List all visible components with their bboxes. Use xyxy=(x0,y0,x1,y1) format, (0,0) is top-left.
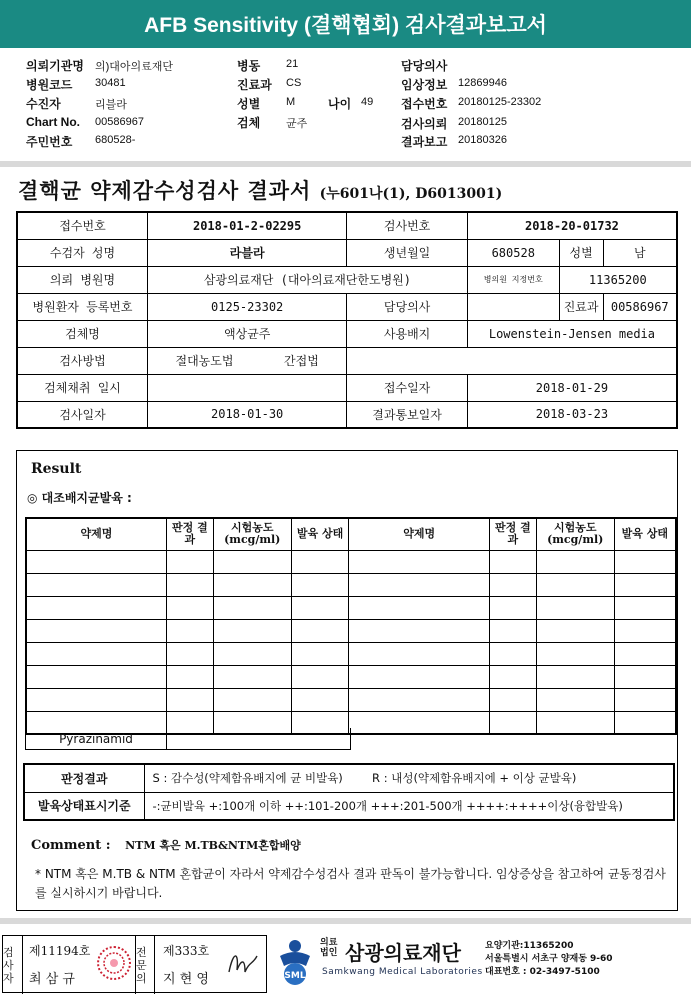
table-row xyxy=(26,596,676,619)
drug-table-header xyxy=(26,518,676,550)
drug-table xyxy=(25,517,677,735)
result-box xyxy=(16,450,678,911)
drug-cell xyxy=(26,665,166,688)
report-title: AFB Sensitivity (결핵협회) 검사결과보고서 xyxy=(144,14,547,37)
drug-cell xyxy=(291,642,349,665)
method-a: 절대농도법 xyxy=(175,354,234,368)
drug-cell xyxy=(536,688,614,711)
patient-info-panel xyxy=(0,50,691,162)
cell-label: 병원환자 등록번호 xyxy=(17,293,148,320)
label-age: 나이 xyxy=(328,97,352,111)
cell-label: 성별 xyxy=(559,239,603,266)
cell-sex: 남 xyxy=(603,239,677,266)
drug-cell xyxy=(213,619,291,642)
cell-label: 검사일자 xyxy=(17,401,148,428)
cell-label: 결과통보일자 xyxy=(347,401,468,428)
col-conc: 시험농도 (mcg/ml) xyxy=(213,518,291,550)
drug-cell xyxy=(291,550,349,573)
method-b: 간접법 xyxy=(284,354,319,368)
sml-logo-icon xyxy=(272,936,318,992)
logo-graphic xyxy=(272,936,318,988)
drug-cell xyxy=(349,688,489,711)
control-growth-label: ◎ 대조배지균발육 : xyxy=(27,491,132,505)
drug-cell xyxy=(166,688,213,711)
org-name: 삼광의료재단 xyxy=(345,941,461,965)
drug-cell xyxy=(166,619,213,642)
drug-cell xyxy=(489,550,536,573)
drug-cell xyxy=(291,619,349,642)
specimen-info-table xyxy=(16,211,678,429)
drug-cell xyxy=(213,573,291,596)
tester-no: 제11194호 xyxy=(29,944,91,958)
drug-cell xyxy=(614,573,676,596)
cell-label: 검체명 xyxy=(17,320,148,347)
comment-sub: NTM 혹은 M.TB&NTM혼합배양 xyxy=(125,839,301,852)
drug-cell xyxy=(536,596,614,619)
tester-seal-icon xyxy=(97,946,131,980)
drug-cell xyxy=(489,619,536,642)
drug-cell xyxy=(614,688,676,711)
value-collector: 리블라 xyxy=(95,99,127,111)
drug-cell xyxy=(536,619,614,642)
col-growth: 발육 상태 xyxy=(614,518,676,550)
drug-cell xyxy=(536,711,614,734)
legend-judge-r: R : 내성(약제함유배지에 + 이상 균발육) xyxy=(372,771,577,786)
cell-hosp: 삼광의료재단 (대아의료재단한도병원) xyxy=(148,266,468,293)
legend-growth-text: -:균비발육 +:100개 이하 ++:101-200개 +++:201-500개 ++++:++++이상(융합발육) xyxy=(144,792,674,820)
label-sex: 성별 xyxy=(237,97,261,111)
result-title: Result xyxy=(31,461,82,477)
doc-title-sub: (누601나(1), D6013001) xyxy=(319,186,503,202)
table-row xyxy=(17,320,677,347)
drug-cell xyxy=(536,573,614,596)
cell-label: 검체채취 일시 xyxy=(17,374,148,401)
table-row xyxy=(26,550,676,573)
drug-cell xyxy=(536,665,614,688)
table-row xyxy=(17,293,677,320)
col-conc: 시험농도 (mcg/ml) xyxy=(536,518,614,550)
drug-cell xyxy=(489,665,536,688)
label-rrn: 주민번호 xyxy=(26,135,73,149)
org-address: 서울특별시 서초구 양재동 9-60 xyxy=(485,954,613,964)
drug-cell xyxy=(349,665,489,688)
footer xyxy=(0,934,691,996)
drug-cell xyxy=(614,550,676,573)
drug-cell xyxy=(349,550,489,573)
tester-name: 최 삼 규 xyxy=(29,972,75,987)
cell-test-no: 2018-20-01732 xyxy=(467,212,677,239)
pyrazinamide-label: Pyrazinamid xyxy=(26,728,167,749)
table-row xyxy=(17,266,677,293)
value-report: 20180326 xyxy=(458,134,507,146)
drug-cell xyxy=(166,642,213,665)
cell-test-date: 2018-01-30 xyxy=(148,401,347,428)
label-doctor: 담당의사 xyxy=(401,59,448,73)
org-type: 의료법인 xyxy=(320,938,338,958)
drug-cell xyxy=(166,665,213,688)
value-specimen: 균주 xyxy=(286,118,308,130)
legend-growth-label: 발육상태표시기준 xyxy=(24,792,144,820)
cell-notify-date: 2018-03-23 xyxy=(467,401,677,428)
drug-cell xyxy=(536,550,614,573)
drug-cell xyxy=(349,711,489,734)
drug-cell xyxy=(489,688,536,711)
drug-cell xyxy=(213,665,291,688)
label-specimen: 검체 xyxy=(237,116,261,130)
drug-cell xyxy=(349,573,489,596)
label-report: 결과보고 xyxy=(401,135,448,149)
drug-cell xyxy=(26,619,166,642)
cell-patient-reg: 0125-23302 xyxy=(148,293,347,320)
reviewer-no: 제333호 xyxy=(163,944,210,958)
col-growth: 발육 상태 xyxy=(291,518,349,550)
drug-cell xyxy=(26,550,166,573)
drug-cell xyxy=(26,573,166,596)
drug-cell xyxy=(291,573,349,596)
cell-label: 병의원 지정번호 xyxy=(467,266,559,293)
cell-dept: 00586967 xyxy=(603,293,677,320)
table-row xyxy=(17,212,677,239)
signature-box xyxy=(2,935,267,993)
drug-cell xyxy=(489,642,536,665)
drug-cell xyxy=(349,642,489,665)
table-row xyxy=(17,401,677,428)
drug-cell xyxy=(489,573,536,596)
drug-cell xyxy=(213,596,291,619)
separator-bottom xyxy=(0,918,691,924)
cell-medium: Lowenstein-Jensen media xyxy=(467,320,677,347)
table-row xyxy=(24,764,674,792)
value-receipt: 20180125-23302 xyxy=(458,96,542,108)
cell-method xyxy=(148,347,347,374)
drug-cell xyxy=(536,642,614,665)
table-row xyxy=(17,347,677,374)
reviewer-label: 전문의 xyxy=(135,936,155,994)
cell-desig-no: 11365200 xyxy=(559,266,677,293)
cell-receipt-date: 2018-01-29 xyxy=(467,374,677,401)
drug-cell xyxy=(213,642,291,665)
drug-cell xyxy=(291,665,349,688)
drug-cell xyxy=(26,688,166,711)
drug-cell xyxy=(489,596,536,619)
cell-label: 의뢰 병원명 xyxy=(17,266,148,293)
cell-label: 생년월일 xyxy=(347,239,468,266)
cell-label: 진료과 xyxy=(559,293,603,320)
cell-dob: 680528 xyxy=(467,239,559,266)
legend-judge-label: 판정결과 xyxy=(24,764,144,792)
table-row xyxy=(26,619,676,642)
cell-label: 담당의사 xyxy=(347,293,468,320)
doc-title xyxy=(18,175,502,205)
drug-cell xyxy=(614,665,676,688)
value-age: 49 xyxy=(361,96,374,108)
pyrazinamide-row xyxy=(25,728,351,750)
drug-cell xyxy=(614,711,676,734)
drug-cell xyxy=(614,596,676,619)
reviewer-name: 지 현 영 xyxy=(163,972,209,987)
value-chart: 00586967 xyxy=(95,116,144,128)
seal-graphic xyxy=(99,948,129,978)
table-row xyxy=(17,239,677,266)
cell-label: 접수일자 xyxy=(347,374,468,401)
cell-label: 접수번호 xyxy=(17,212,148,239)
drug-cell xyxy=(614,642,676,665)
cell-doctor xyxy=(467,293,559,320)
label-collector: 수진자 xyxy=(26,97,61,111)
value-dept: CS xyxy=(286,77,302,89)
cell-empty xyxy=(347,347,677,374)
org-info xyxy=(485,940,613,979)
drug-cell xyxy=(213,688,291,711)
label-req-org: 의뢰기관명 xyxy=(26,59,84,73)
tester-label: 검사자 xyxy=(3,936,23,994)
cell-receipt-no: 2018-01-2-02295 xyxy=(148,212,347,239)
label-receipt: 접수번호 xyxy=(401,97,448,111)
label-chart: Chart No. xyxy=(26,115,80,129)
col-judge: 판정 결과 xyxy=(489,518,536,550)
cell-label: 검사번호 xyxy=(347,212,468,239)
comment-label: Comment : xyxy=(31,838,111,853)
drug-cell xyxy=(349,619,489,642)
drug-cell xyxy=(166,550,213,573)
legend-judge-text xyxy=(144,764,674,792)
cell-label: 수검자 성명 xyxy=(17,239,148,266)
value-test-req: 20180125 xyxy=(458,116,507,128)
signature-icon xyxy=(225,946,261,980)
drug-cell xyxy=(26,642,166,665)
org-phone: 대표번호 : 02-3497-5100 xyxy=(485,967,600,977)
drug-cell xyxy=(26,596,166,619)
table-row xyxy=(26,665,676,688)
cell-label: 사용배지 xyxy=(347,320,468,347)
legend-judge-s: S : 감수성(약제함유배지에 균 비발육) xyxy=(152,771,343,786)
comment-head xyxy=(31,837,301,853)
drug-cell xyxy=(213,550,291,573)
org-eng: Samkwang Medical Laboratories xyxy=(322,967,483,977)
drug-cell xyxy=(166,573,213,596)
drug-cell xyxy=(166,596,213,619)
drug-cell xyxy=(489,711,536,734)
value-clinical: 12869946 xyxy=(458,77,507,89)
legend-table xyxy=(23,763,675,821)
comment-body: * NTM 혹은 M.TB & NTM 혼합균이 자라서 약제감수성검사 결과 판독이 불가능합니다. 임상증상을 참고하여 균동정검사를 실시하시기 바랍니다. xyxy=(35,867,666,900)
value-ward: 21 xyxy=(286,58,299,70)
label-test-req: 검사의뢰 xyxy=(401,117,448,131)
table-row xyxy=(17,374,677,401)
org-care-no: 요양기관:11365200 xyxy=(485,941,574,951)
drug-cell xyxy=(291,688,349,711)
logo-text: SML xyxy=(284,971,306,981)
value-req-org: 의)대아의료재단 xyxy=(95,61,174,73)
report-header xyxy=(0,0,691,48)
col-judge: 판정 결과 xyxy=(166,518,213,550)
cell-specimen: 액상균주 xyxy=(148,320,347,347)
drug-cell xyxy=(349,596,489,619)
label-dept: 진료과 xyxy=(237,78,272,92)
table-row xyxy=(26,573,676,596)
label-clinical: 임상정보 xyxy=(401,78,448,92)
label-ward: 병동 xyxy=(237,59,261,73)
cell-label: 검사방법 xyxy=(17,347,148,374)
separator-top xyxy=(0,161,691,167)
value-rrn: 680528- xyxy=(95,134,136,146)
label-hosp-code: 병원코드 xyxy=(26,78,73,92)
table-row xyxy=(26,688,676,711)
drug-cell xyxy=(291,596,349,619)
col-drug: 약제명 xyxy=(26,518,166,550)
doc-title-main: 결핵균 약제감수성검사 결과서 xyxy=(18,178,312,203)
cell-collect xyxy=(148,374,347,401)
table-row xyxy=(24,792,674,820)
col-drug: 약제명 xyxy=(349,518,489,550)
value-hosp-code: 30481 xyxy=(95,77,126,89)
table-row xyxy=(26,642,676,665)
value-sex: M xyxy=(286,96,296,108)
drug-cell xyxy=(614,619,676,642)
cell-name: 라블라 xyxy=(148,239,347,266)
